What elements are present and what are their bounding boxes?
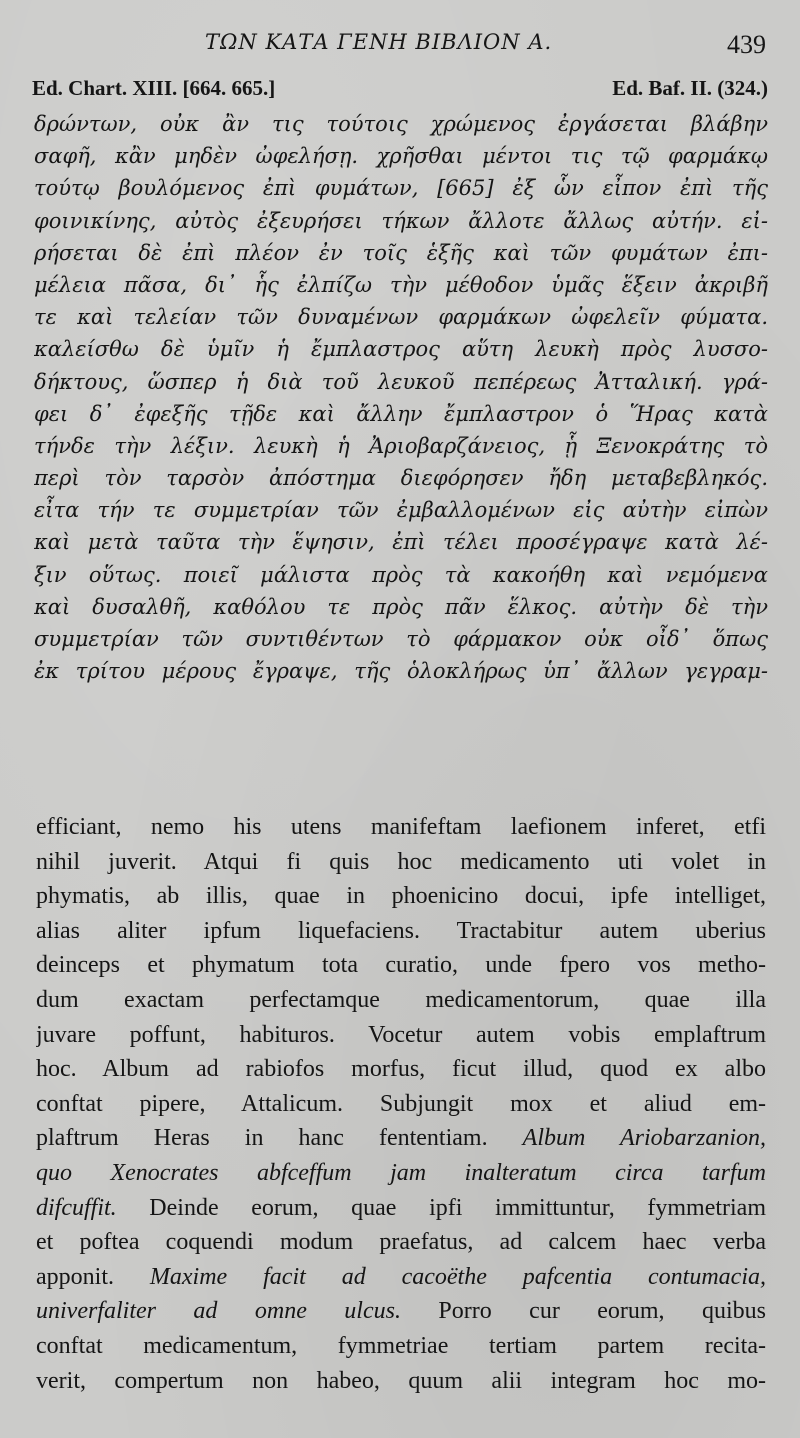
greek-text-line: ξιν οὕτως. ποιεῖ μάλιστα πρὸς τὰ κακοήθη καὶ νεμόμενα (34, 562, 768, 587)
latin-text-line (36, 1364, 766, 1399)
edition-reference-basel: Ed. Baf. II. (324.) (612, 76, 768, 100)
greek-text-line: καλείσθω δὲ ὑμῖν ἡ ἔμπλαστρος αὕτη λευκὴ πρὸς λυσσο- (34, 337, 768, 362)
latin-text-line (36, 1191, 766, 1226)
greek-text-line: τούτῳ βουλόμενος ἐπὶ φυμάτων, [665] ἐξ ὧν εἶπον ἐπὶ τῆς (34, 176, 768, 201)
latin-italic-segment: quo Xenocrates abfceffum jam inalteratum circa tarfum (36, 1159, 766, 1186)
latin-roman-segment: deinceps et phymatum tota curatio, unde fpero vos metho- (36, 952, 766, 979)
page-number: 439 (727, 30, 766, 59)
running-title: ΤΩΝ ΚΑΤΑ ΓΕΝΗ ΒΙΒΛΙΟΝ Α. (205, 30, 553, 54)
latin-text-line (36, 1018, 766, 1053)
latin-roman-segment: et poftea coquendi modum praefatus, ad calcem haec verba (36, 1229, 766, 1256)
latin-translation-block (36, 810, 766, 1398)
latin-text-line (36, 914, 766, 949)
edition-reference-line (32, 76, 768, 104)
latin-roman-segment: dum exactam perfectamque medicamentorum, quae illa (36, 986, 766, 1013)
latin-roman-segment: hoc. Album ad rabiofos morfus, ficut illud, quod ex albo (36, 1056, 766, 1083)
greek-text-line: τήνδε τὴν λέξιν. λευκὴ ἡ Ἀριοβαρζάνειος, ᾗ Ξενοκράτης τὸ (34, 433, 768, 458)
running-head (0, 30, 800, 62)
latin-roman-segment: Porro cur eorum, quibus (400, 1298, 766, 1325)
greek-text-line: σαφῆ, κἂν μηδὲν ὠφελήσῃ. χρῆσθαι μέντοι τις τῷ φαρμάκῳ (34, 144, 768, 169)
latin-roman-segment: plaftrum Heras in hanc fententiam. (36, 1125, 523, 1152)
latin-text-line (36, 1329, 766, 1364)
latin-text-line (36, 879, 766, 914)
latin-text-line (36, 1121, 766, 1156)
latin-roman-segment: apponit. (36, 1263, 150, 1290)
latin-roman-segment: conftat pipere, Attalicum. Subjungit mox et aliud em- (36, 1090, 766, 1117)
latin-roman-segment: Deinde eorum, quae ipfi immittuntur, fymmetriam (116, 1194, 766, 1221)
latin-italic-segment: Album Ariobarzanion, (522, 1125, 766, 1152)
latin-roman-segment: nihil juverit. Atqui fi quis hoc medicamento uti volet in (36, 848, 766, 875)
greek-text-line: περὶ τὸν ταρσὸν ἀπόστημα διεφόρησεν ἤδη μεταβεβληκός. (34, 466, 768, 491)
greek-text-line: μέλεια πᾶσα, δι᾽ ἧς ἐλπίζω τὴν μέθοδον ὑμᾶς ἕξειν ἀκριβῆ (34, 272, 768, 297)
latin-roman-segment: juvare poffunt, habituros. Vocetur autem vobis emplaftrum (36, 1021, 766, 1048)
greek-text-line: καὶ μετὰ ταῦτα τὴν ἕψησιν, ἐπὶ τέλει προσέγραψε κατὰ λέ- (34, 530, 768, 555)
greek-text-line: φει δ᾽ ἐφεξῆς τῇδε καὶ ἄλλην ἔμπλαστρον ὁ Ἥρας κατὰ (34, 401, 768, 426)
latin-text-line (36, 845, 766, 880)
latin-text-line (36, 1087, 766, 1122)
latin-roman-segment: alias aliter ipfum liquefaciens. Tractabitur autem uberius (36, 917, 766, 944)
latin-text-line (36, 1225, 766, 1260)
greek-text-line: καὶ δυσαλθῆ, καθόλου τε πρὸς πᾶν ἕλκος. αὐτὴν δὲ τὴν (34, 594, 768, 619)
greek-text-line: ρήσεται δὲ ἐπὶ πλέον ἐν τοῖς ἑξῆς καὶ τῶν φυμάτων ἐπι- (34, 240, 768, 265)
latin-text-line (36, 1052, 766, 1087)
latin-roman-segment: conftat medicamentum, fymmetriae tertiam partem recita- (36, 1332, 766, 1359)
greek-text-line: τε καὶ τελείαν τῶν δυναμένων φαρμάκων ὠφελεῖν φύματα. (34, 305, 768, 330)
greek-text-line: δήκτους, ὥσπερ ἡ διὰ τοῦ λευκοῦ πεπέρεως Ἀτταλική. γρά- (34, 369, 768, 394)
latin-text-line (36, 1294, 766, 1329)
latin-roman-segment: efficiant, nemo his utens manifeftam laefionem inferet, etfi (36, 814, 766, 840)
latin-italic-segment: univerfaliter ad omne ulcus. (36, 1298, 401, 1325)
latin-roman-segment: verit, compertum non habeo, quum alii integram hoc mo- (36, 1367, 766, 1394)
greek-text-line: φοινικίνης, αὐτὸς ἐξευρήσει τήκων ἄλλοτε ἄλλως αὐτήν. εἰ- (34, 208, 768, 233)
latin-text-line (36, 810, 766, 845)
greek-text-line: εἶτα τήν τε συμμετρίαν τῶν ἐμβαλλομένων εἰς αὐτὴν εἰπὼν (34, 498, 768, 523)
latin-italic-segment: Maxime facit ad cacoëthe pafcentia contumacia, (149, 1263, 766, 1290)
latin-text-line (36, 983, 766, 1018)
greek-text-line: δρώντων, οὐκ ἂν τις τούτοις χρώμενος ἐργάσεται βλάβην (34, 112, 768, 136)
latin-text-line (36, 948, 766, 983)
edition-reference-chartier: Ed. Chart. XIII. [664. 665.] (32, 76, 276, 100)
latin-text-line (36, 1156, 766, 1191)
greek-text-block (34, 108, 768, 687)
latin-text-line (36, 1260, 766, 1295)
greek-text-line: ἐκ τρίτου μέρους ἔγραψε, τῆς ὁλοκλήρως ὑπ᾽ ἄλλων γεγραμ- (34, 659, 768, 684)
latin-italic-segment: difcuffit. (36, 1194, 117, 1221)
greek-text-line: συμμετρίαν τῶν συντιθέντων τὸ φάρμακον οὐκ οἶδ᾽ ὅπως (34, 627, 768, 651)
latin-roman-segment: phymatis, ab illis, quae in phoenicino docui, ipfe intelliget, (36, 883, 766, 910)
